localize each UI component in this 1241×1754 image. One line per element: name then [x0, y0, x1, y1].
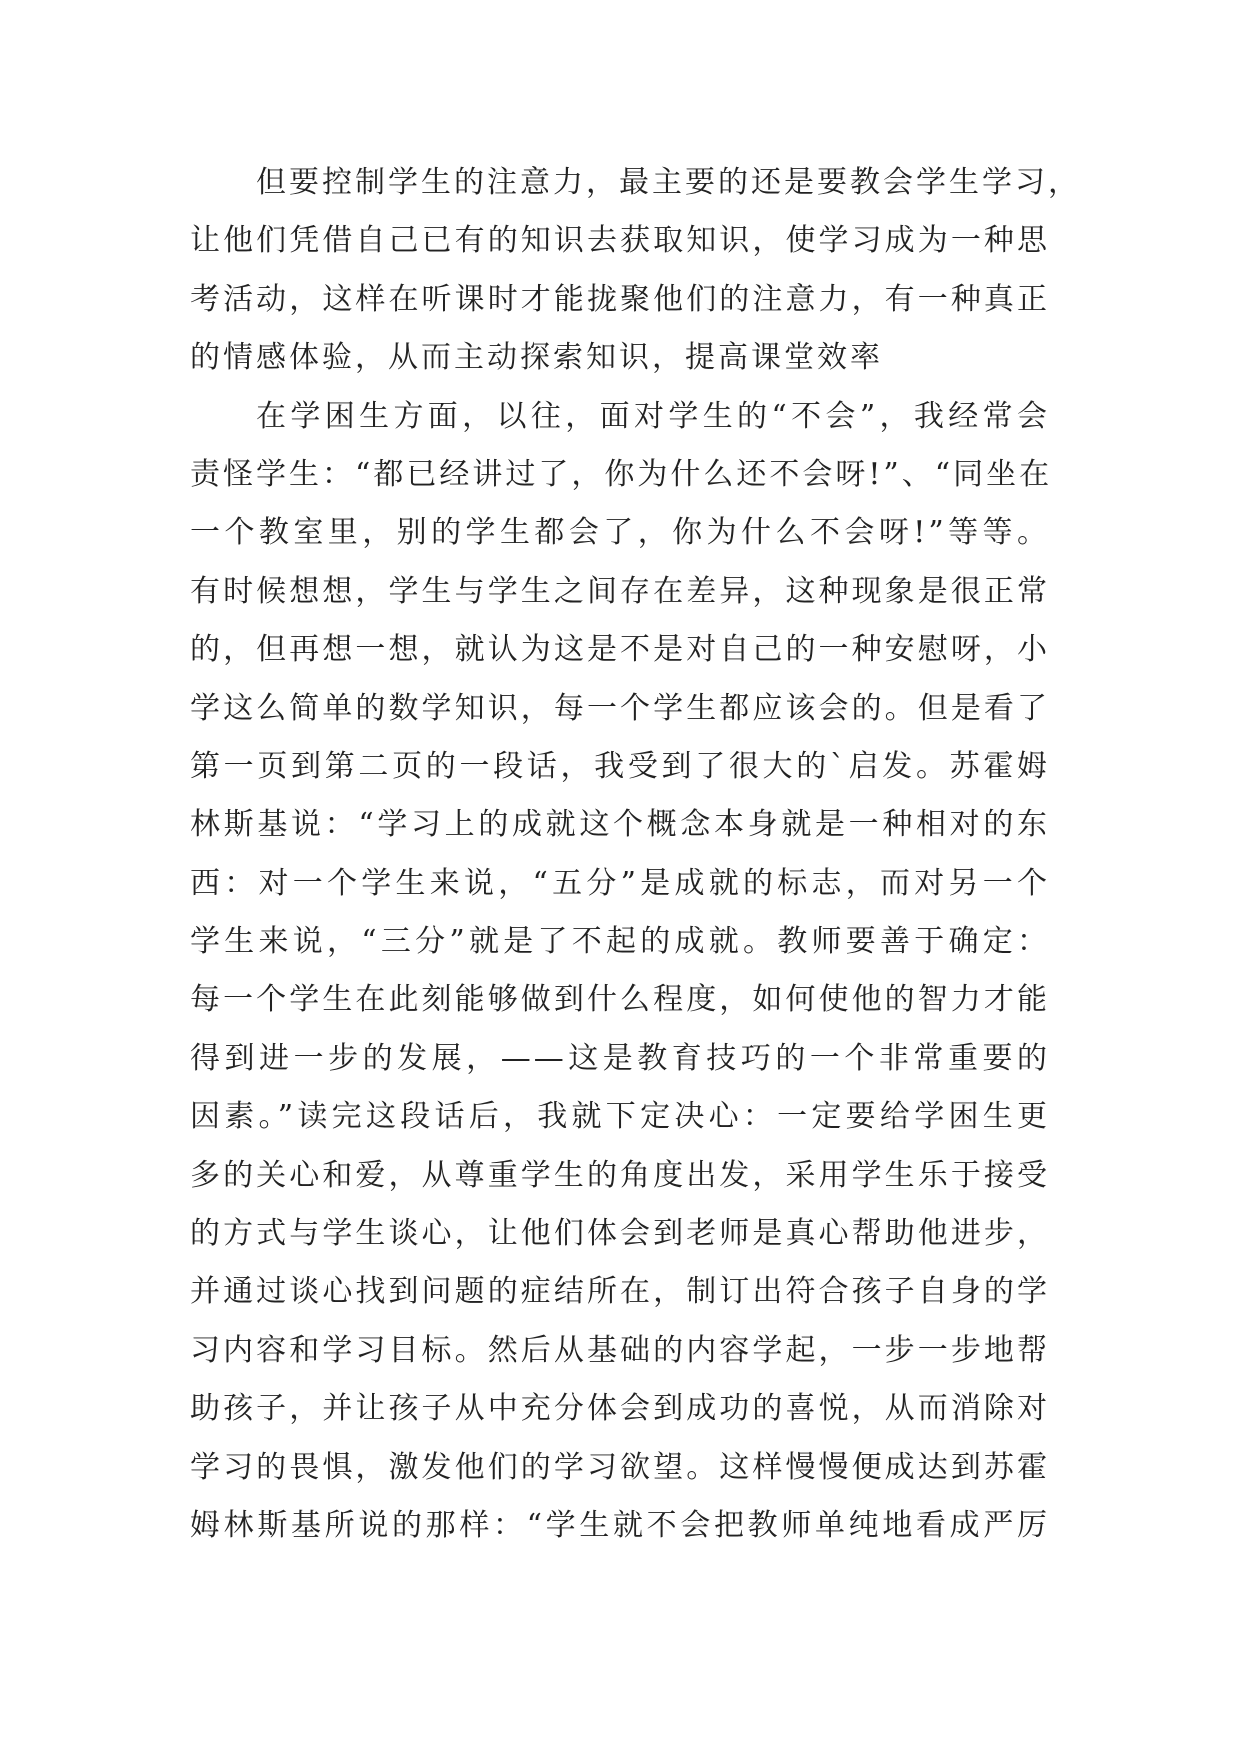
text-line: 的，但再想一想，就认为这是不是对自己的一种安慰呀，小 [190, 632, 1050, 668]
text-line: 第一页到第二页的一段话，我受到了很大的`启发。苏霍姆 [190, 748, 1050, 784]
text-line: 考活动，这样在听课时才能拢聚他们的注意力，有一种真正 [190, 281, 1050, 317]
text-line: 有时候想想，学生与学生之间存在差异，这种现象是很正常 [190, 573, 1050, 609]
text-line: 在学困生方面，以往，面对学生的“不会”，我经常会 [256, 398, 1050, 434]
text-line: 助孩子，并让孩子从中充分体会到成功的喜悦，从而消除对 [190, 1391, 1050, 1427]
text-line: 姆林斯基所说的那样：“学生就不会把教师单纯地看成严厉 [190, 1507, 1050, 1543]
text-line: 因素。”读完这段话后，我就下定决心：一定要给学困生更 [190, 1099, 1050, 1135]
text-line: 的方式与学生谈心，让他们体会到老师是真心帮助他进步， [190, 1216, 1050, 1252]
text-line: 每一个学生在此刻能够做到什么程度，如何使他的智力才能 [190, 982, 1050, 1018]
text-line: 学这么简单的数学知识，每一个学生都应该会的。但是看了 [190, 690, 1050, 726]
text-line: 让他们凭借自己已有的知识去获取知识，使学习成为一种思 [190, 223, 1050, 259]
text-line: 得到进一步的发展，——这是教育技巧的一个非常重要的 [190, 1040, 1050, 1076]
text-line: 多的关心和爱，从尊重学生的角度出发，采用学生乐于接受 [190, 1157, 1050, 1193]
text-line: 的情感体验，从而主动探索知识，提高课堂效率 [190, 340, 883, 376]
text-line: 但要控制学生的注意力，最主要的还是要教会学生学习， [256, 165, 1081, 200]
text-line: 责怪学生：“都已经讲过了，你为什么还不会呀!”、“同坐在 [190, 456, 1053, 492]
text-line: 习内容和学习目标。然后从基础的内容学起，一步一步地帮 [190, 1332, 1050, 1368]
text-line: 学习的畏惧，激发他们的学习欲望。这样慢慢便成达到苏霍 [190, 1449, 1050, 1485]
text-line: 并通过谈心找到问题的症结所在，制订出符合孩子自身的学 [190, 1274, 1050, 1310]
text-line: 西：对一个学生来说，“五分”是成就的标志，而对另一个 [190, 865, 1050, 901]
paragraph-struggling-students [190, 388, 1053, 1556]
body-text [190, 154, 1081, 1555]
text-line: 林斯基说：“学习上的成就这个概念本身就是一种相对的东 [190, 807, 1050, 843]
paragraph-attention [190, 154, 1081, 388]
text-line: 一个教室里，别的学生都会了，你为什么不会呀!”等等。 [190, 515, 1050, 551]
text-line: 学生来说，“三分”就是了不起的成就。教师要善于确定： [190, 924, 1050, 960]
